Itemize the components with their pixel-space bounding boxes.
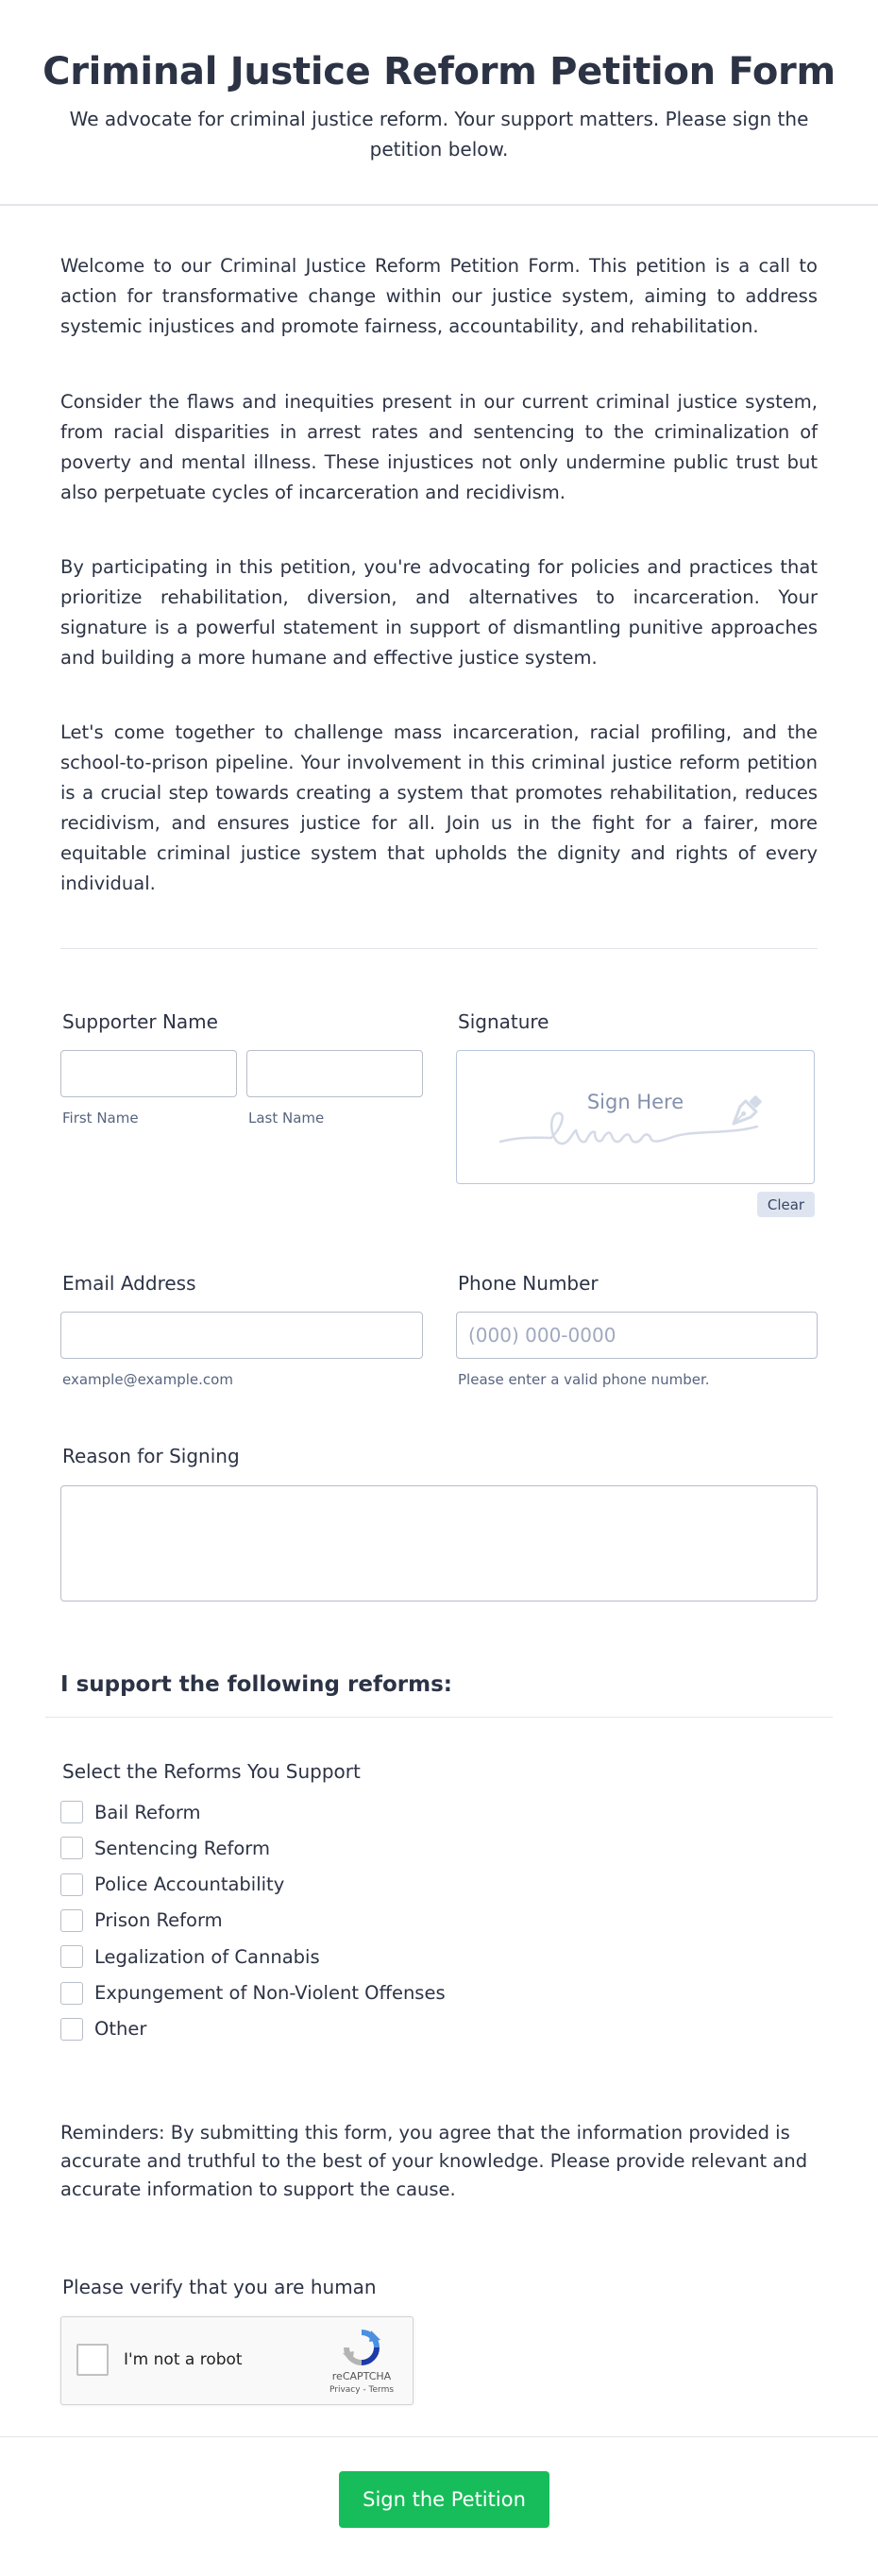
supporter-name-label: Supporter Name — [62, 1010, 218, 1033]
reminder-text: Reminders: By submitting this form, you agree that the information provided is accurate and truthful to the best of your knowledge. Please provide relevant and accurate information to support the cause. — [60, 2122, 808, 2200]
sign-petition-button[interactable]: Sign the Petition — [339, 2471, 549, 2528]
reform-checkbox[interactable] — [60, 1801, 83, 1823]
intro-paragraph-3: By participating in this petition, you're advocating for policies and practices that prioritize rehabilitation, diversion, and alternatives to incarceration. Your signature is a powerful statement in support of dismantling punitive approaches and building a more humane and effective justice system. — [60, 556, 818, 669]
email-sublabel: example@example.com — [62, 1371, 233, 1388]
reform-option[interactable] — [60, 1943, 320, 1970]
phone-label: Phone Number — [458, 1272, 599, 1295]
email-label: Email Address — [62, 1272, 196, 1295]
reform-checkbox[interactable] — [60, 1837, 83, 1859]
reforms-label: Select the Reforms You Support — [62, 1760, 361, 1783]
reforms-heading: I support the following reforms: — [60, 1672, 452, 1697]
page-title: Criminal Justice Reform Petition Form — [42, 50, 836, 93]
intro-paragraph-2: Consider the flaws and inequities present in our current criminal justice system, from racial disparities in arrest rates and sentencing to the criminalization of poverty and mental illness. These injustices not only undermine public trust but also perpetuate cycles of incarceration and recidivism. — [60, 391, 818, 503]
last-name-input[interactable] — [246, 1050, 423, 1097]
phone-input[interactable] — [456, 1312, 818, 1359]
captcha-label: Please verify that you are human — [62, 2276, 377, 2298]
reform-checkbox[interactable] — [60, 1945, 83, 1968]
reform-option-label: Expungement of Non-Violent Offenses — [94, 1982, 446, 2004]
recaptcha-widget — [60, 2316, 414, 2405]
signature-placeholder: Sign Here — [586, 1091, 684, 1113]
phone-sublabel: Please enter a valid phone number. — [458, 1371, 710, 1388]
reform-option[interactable] — [60, 1980, 446, 2007]
reforms-divider — [45, 1717, 833, 1718]
pen-nib-icon — [723, 1091, 767, 1134]
reason-textarea[interactable] — [60, 1485, 818, 1602]
recaptcha-brand: reCAPTCHA — [331, 2370, 392, 2382]
reform-option-label: Sentencing Reform — [94, 1837, 270, 1859]
footer-divider — [0, 2436, 878, 2437]
reform-option[interactable] — [60, 1907, 223, 1934]
reform-option[interactable] — [60, 1872, 284, 1898]
reform-option[interactable] — [60, 2016, 146, 2042]
email-input[interactable] — [60, 1312, 423, 1359]
recaptcha-logo — [341, 2327, 382, 2368]
reform-option-label: Prison Reform — [94, 1909, 223, 1932]
section-divider — [60, 948, 818, 949]
recaptcha-links[interactable]: Privacy - Terms — [329, 2385, 395, 2395]
page-subtitle: We advocate for criminal justice reform. Your support matters. Please sign the petition below. — [69, 108, 809, 161]
reform-option-label: Other — [94, 2018, 147, 2041]
first-name-sublabel: First Name — [62, 1110, 139, 1127]
reform-option-label: Police Accountability — [94, 1873, 285, 1896]
reform-checkbox[interactable] — [60, 1873, 83, 1896]
reason-label: Reason for Signing — [62, 1445, 240, 1467]
form-header — [0, 0, 878, 206]
reform-option[interactable] — [60, 1835, 270, 1861]
reform-option-label: Legalization of Cannabis — [94, 1945, 320, 1968]
reform-checkbox[interactable] — [60, 1909, 83, 1932]
clear-signature-button[interactable]: Clear — [757, 1192, 815, 1217]
intro-paragraph-4: Let's come together to challenge mass incarceration, racial profiling, and the school-to-prison pipeline. Your involvement in this criminal justice reform petition is a crucial step towards creating a system that promotes rehabilitation, reduces recidivism, and ensures justice for all. Join us in the fight for a fairer, more equitable criminal justice system that upholds the dignity and rights of every individual. — [60, 721, 818, 894]
reform-option-label: Bail Reform — [94, 1801, 201, 1823]
reform-checkbox[interactable] — [60, 1982, 83, 2005]
signature-label: Signature — [458, 1010, 549, 1033]
recaptcha-checkbox[interactable] — [76, 2344, 109, 2376]
reform-checkbox[interactable] — [60, 2018, 83, 2041]
signature-pad[interactable] — [456, 1050, 815, 1184]
recaptcha-checkbox-text: I'm not a robot — [124, 2350, 243, 2369]
last-name-sublabel: Last Name — [248, 1110, 325, 1127]
first-name-input[interactable] — [60, 1050, 237, 1097]
reform-option[interactable] — [60, 1799, 201, 1825]
intro-paragraph-1: Welcome to our Criminal Justice Reform Petition Form. This petition is a call to action for transformative change within our justice system, aiming to address systemic injustices and promote fairness, accountability, and rehabilitation. — [60, 255, 818, 337]
